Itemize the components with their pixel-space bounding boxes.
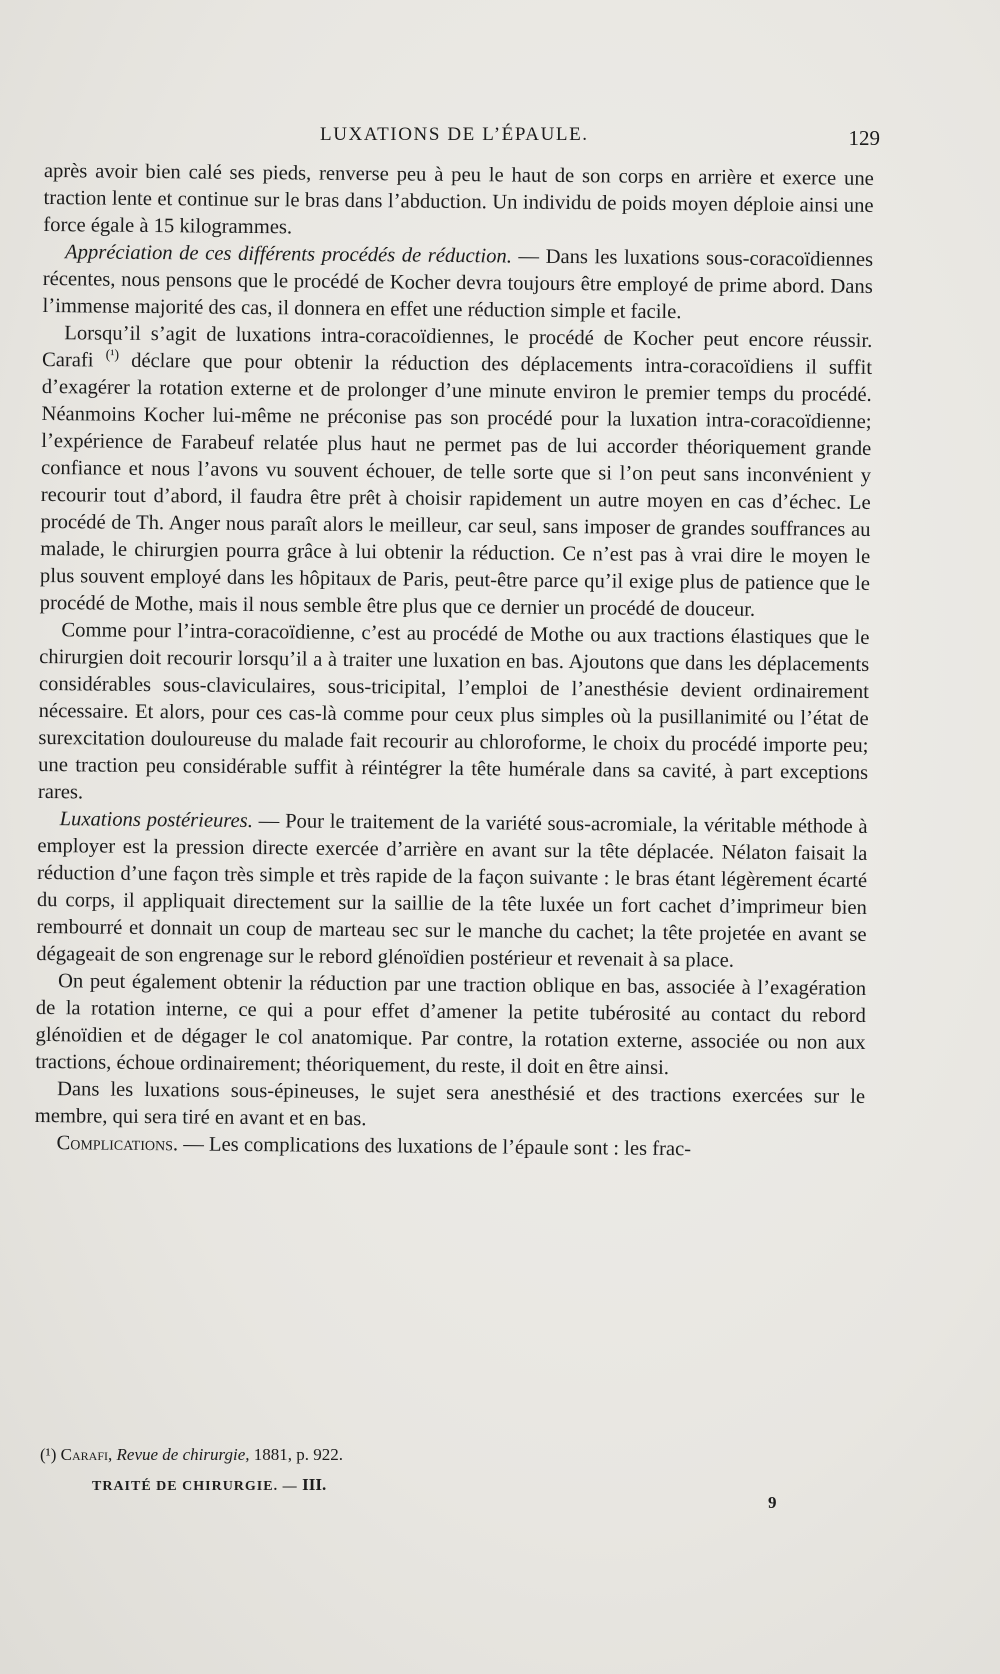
paragraph-text: Lorsqu’il s’agit de luxations intra-coracoïdiennes, le procédé de Kocher peut encore réussir. Carafi	[41, 322, 873, 372]
footnote-marker: (¹)	[40, 1445, 57, 1464]
body-text	[34, 158, 874, 1165]
footnote	[40, 1443, 640, 1467]
signature-volume: III.	[302, 1475, 327, 1494]
paragraph-posterior	[36, 806, 868, 976]
paragraph-text: — Dans les luxations sous-coracoïdiennes récentes, nous pensons que le procédé de Kocher devra toujours être employé de prime abord. Dans l’immense majorité des cas, il donnera en effet une réduction simple et facile.	[42, 245, 874, 324]
running-title: LUXATIONS DE L’ÉPAULE.	[320, 124, 589, 145]
section-lead-appreciation: Appréciation de ces différents procédés de réduction.	[64, 241, 513, 268]
paragraph-text: déclare que pour obtenir la réduction des déplacements intra-coracoïdiens il suffit d’exagérer la rotation externe et de prolonger d’une minute environ le premier temps du procédé. Néanmoins Kocher lui-même ne préconise pas son procédé pour la luxation intra-coracoïdienne; l’expérience de Farabeuf relatée plus haut ne permet pas de lui accorder théoriquement grande confiance et nous l’avons vu souvent échouer, de telle sorte que si l’on peut sans inconvénient y recourir tout d’abord, il faudra être prêt à choisir rapidement un autre moyen en cas d’échec. Le procédé de Th. Anger nous paraît alors le meilleur, car seul, sans imposer de grandes souffrances au malade, le chirurgien pourra grâce à lui obtenir la réduction. Ce n’est pas à vrai dire le moyen le plus souvent employé dans les hôpitaux de Paris, peut-être parce qu’il exige plus de patience que le procédé de Mothe, mais il nous semble être plus que ce dernier un procédé de douceur.	[39, 349, 873, 621]
page-number: 129	[848, 126, 880, 150]
section-lead-posterior: Luxations postérieures.	[59, 808, 254, 833]
paragraph-continuation: après avoir bien calé ses pieds, renverse peu à peu le haut de son corps en arrière et exerce une traction lente et continue sur le bras dans l’abduction. Un individu de poids moyen déploie ainsi une force égale à 15 kilogrammes.	[43, 159, 874, 239]
page-header	[40, 124, 880, 154]
paragraph-text: — Pour le traitement de la variété sous-acromiale, la véritable méthode à employer est la pression directe exercée d’arrière en avant sur la tête déplacée. Nélaton faisait la réduction d’une façon très simple et très rapide de la façon suivante : le bras étant légèrement écarté du corps, il appliquait directement sur la saillie de la tête luxée un fort cachet d’imprimeur bien rembourré et donnait un coup de marteau sec sur le manche du cachet; la tête projetée en avant se dégageait de son engrenage sur le rebord glénoïdien postérieur et revenait à sa place.	[36, 810, 868, 972]
footnote-author: Carafi,	[60, 1445, 113, 1464]
section-lead-complications: Complications.	[56, 1132, 179, 1156]
paragraph-appreciation	[42, 239, 873, 328]
footnotes	[40, 1443, 640, 1467]
paragraph-luxation-en-bas: Comme pour l’intra-coracoïdienne, c’est au procédé de Mothe ou aux tractions élastiques que le chirurgien doit recourir lorsqu’il a à traiter une luxation en bas. Ajoutons que dans les déplacements considérables sous-claviculaires, sous-tricipital, l’emploi de l’anesthésie devient ordinairement nécessaire. Et alors, pour ces cas-là comme pour ceux plus simples où la pusillanimité ou l’état de surexcitation douloureuse du malade fait recourir au chloroforme, le choix du procédé importe peu; une traction peu considérable suffit à réintégrer la tête humérale dans sa cavité, à part exceptions rares.	[37, 619, 870, 804]
footnote-journal: Revue de chirurgie,	[116, 1445, 250, 1464]
paragraph-intra-coracoid	[40, 320, 873, 625]
footnote-reference: (¹)	[105, 347, 120, 363]
paragraph-sous-epineuses: Dans les luxations sous-épineuses, le sujet sera anesthésié et des tractions exercées sur le membre, qui sera tiré en avant et en bas.	[34, 1078, 866, 1131]
paragraph-text: — Les complications des luxations de l’épaule sont : les frac-	[177, 1133, 692, 1161]
paragraph-oblique-traction: On peut également obtenir la réduction par une traction oblique en bas, associée à l’exagération de la rotation interne, ce qui a pour effet d’amener la petite tubérosité au contact du rebord glénoïdien et de dégager le col anatomique. Par contre, la rotation externe, associée ou non aux tractions, échoue ordinairement; théoriquement, du reste, il doit en être ainsi.	[35, 970, 867, 1080]
signature-number: 9	[768, 1493, 777, 1512]
footnote-details: 1881, p. 922.	[253, 1445, 343, 1464]
printer-signature	[92, 1475, 326, 1495]
signature-label: TRAITÉ DE CHIRURGIE. —	[92, 1479, 298, 1494]
